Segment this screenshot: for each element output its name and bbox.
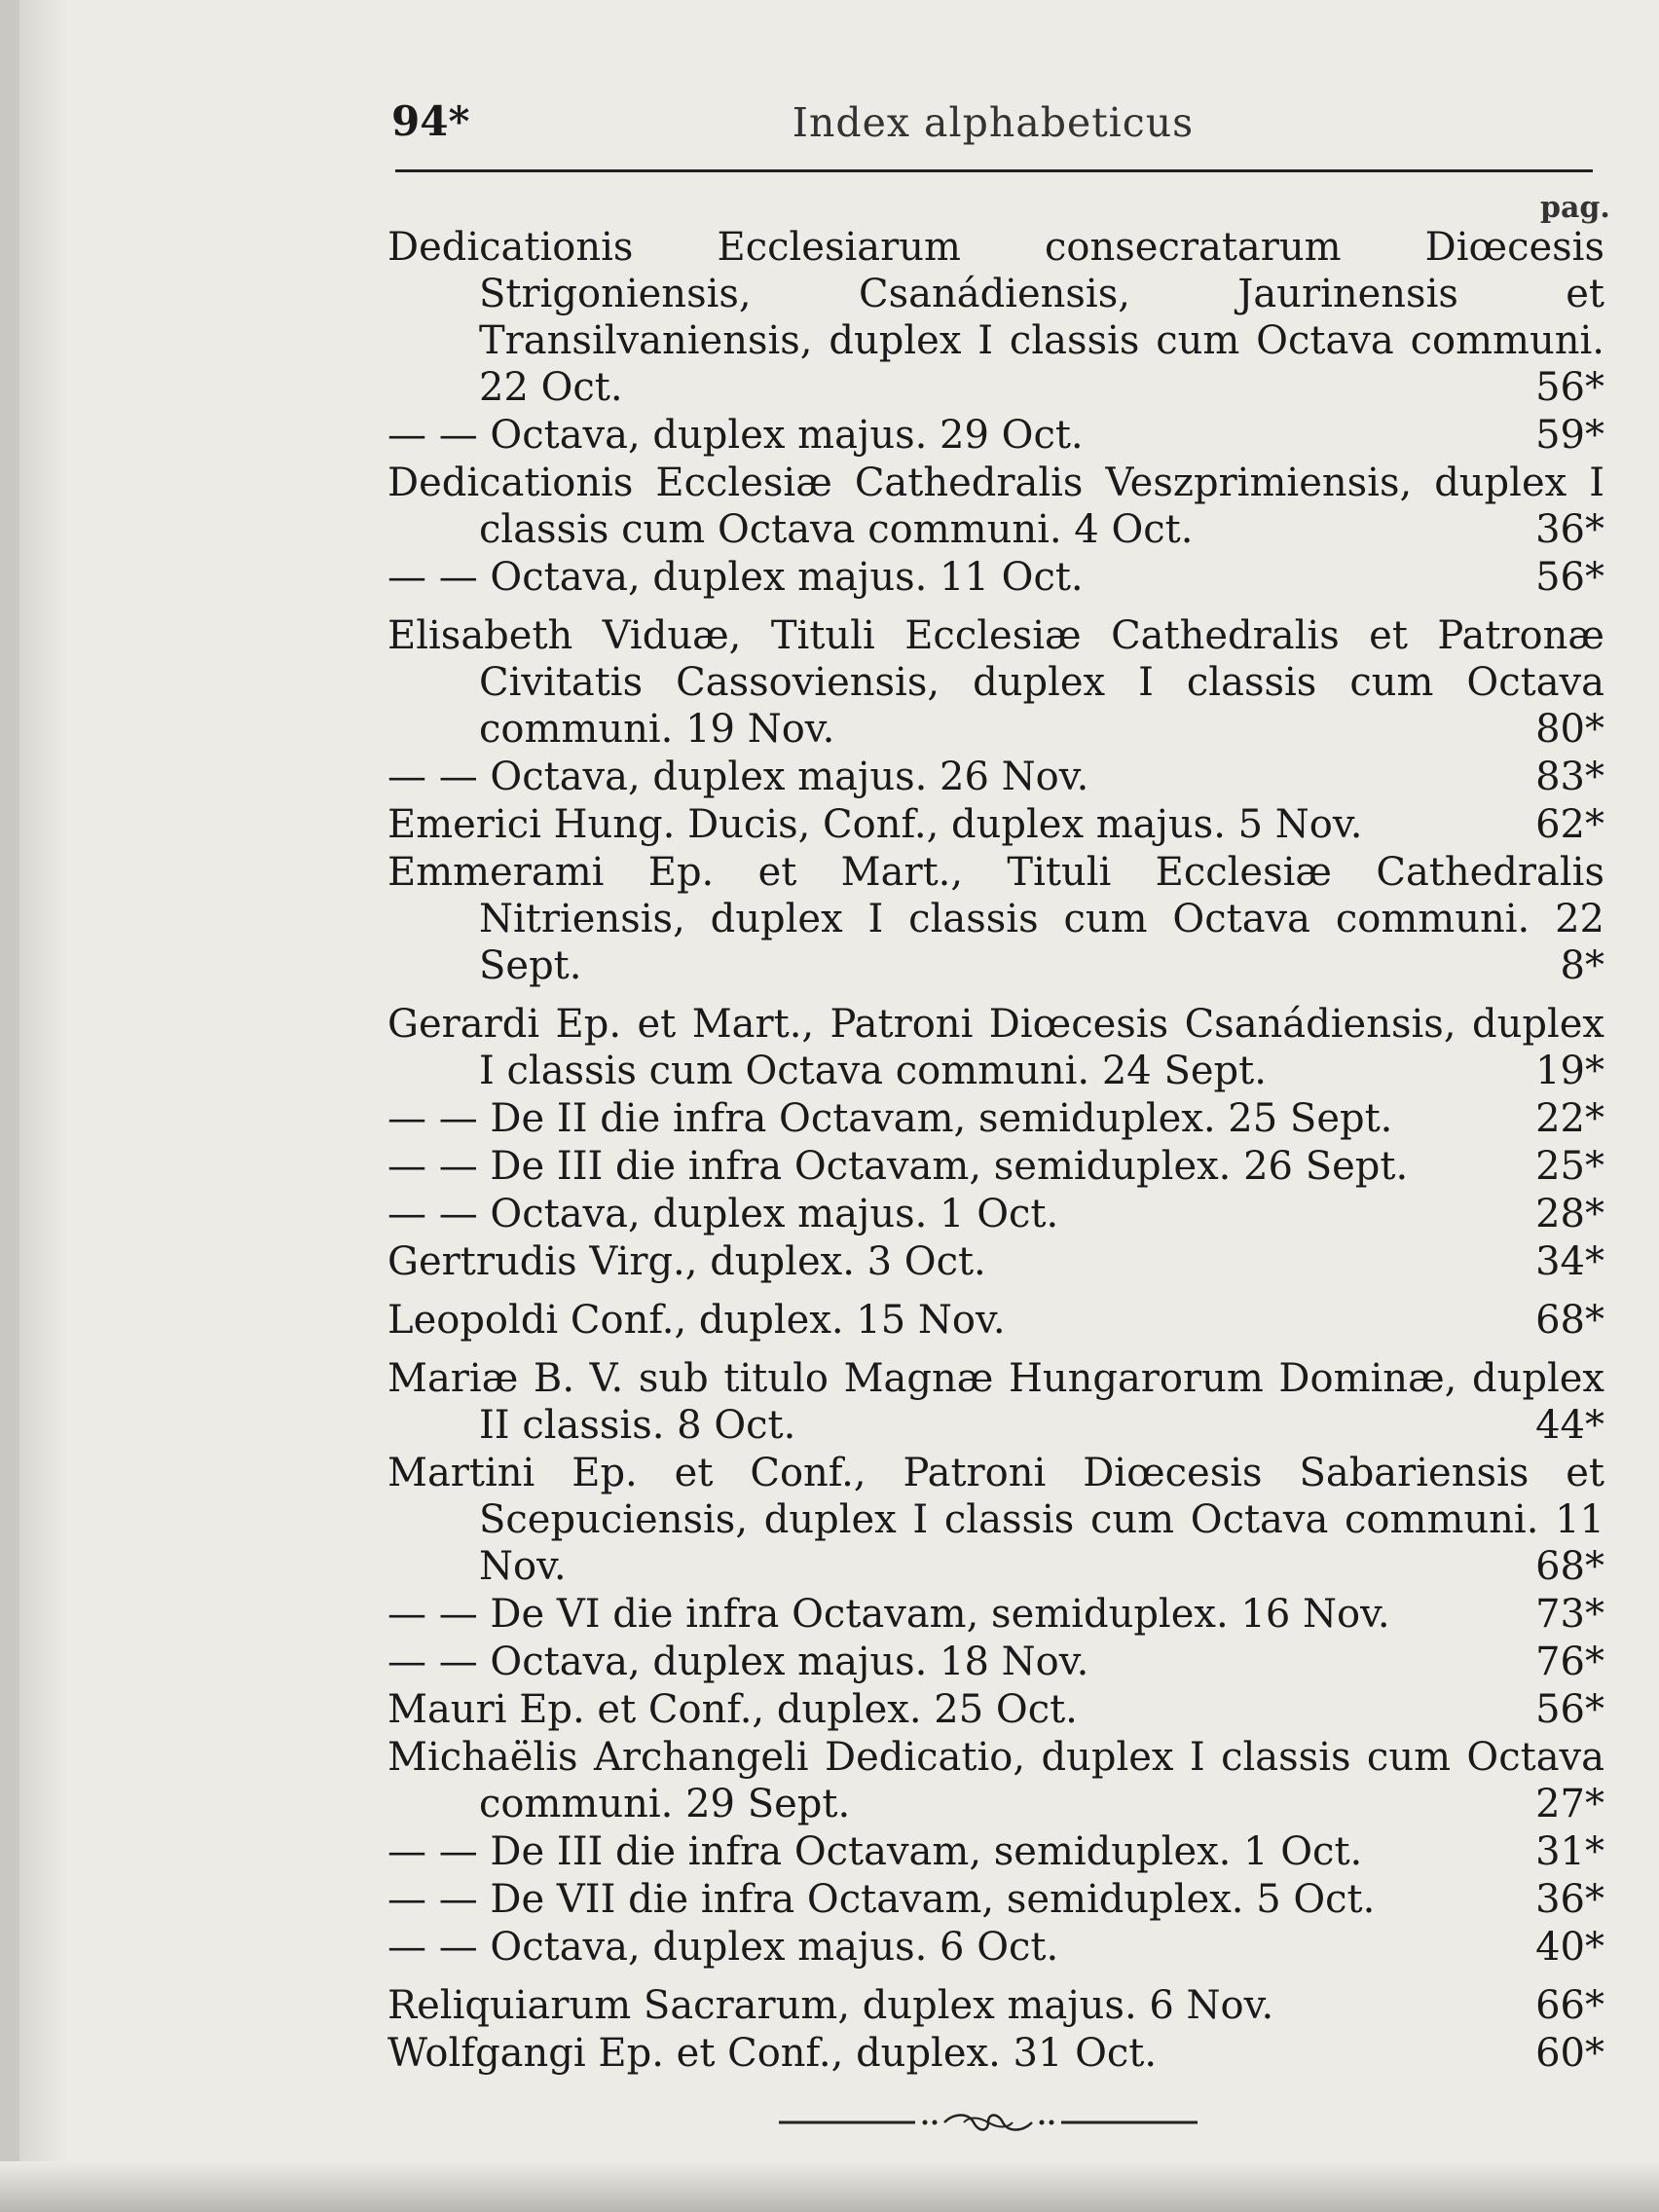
entry-page-ref: 19*: [1535, 1049, 1604, 1093]
index-entries: [387, 224, 1604, 2077]
entry-text: Reliquiarum Sacrarum, duplex majus. 6 Nov.: [387, 1983, 1274, 2028]
page-number: 94*: [391, 97, 470, 145]
index-entry: [387, 1686, 1604, 1733]
index-entry: [387, 554, 1604, 601]
entry-text: — — Octava, duplex majus. 6 Oct.: [387, 1925, 1059, 1970]
index-entry: [387, 1095, 1604, 1142]
page-binding-shadow: [0, 0, 19, 2212]
entry-text: Emmerami Ep. et Mart., Tituli Ecclesiæ Cathedralis Nitriensis, duplex I classis cum Octava communi. 22 Sept.: [387, 850, 1604, 988]
entry-page-ref: 36*: [1535, 507, 1604, 552]
entry-page-ref: 60*: [1535, 2031, 1604, 2076]
entry-page-ref: 25*: [1535, 1144, 1604, 1189]
index-entry: [387, 1639, 1604, 1685]
entry-page-ref: 27*: [1535, 1782, 1604, 1826]
index-entry: [387, 1450, 1604, 1590]
entry-page-ref: 34*: [1535, 1239, 1604, 1284]
entry-page-ref: 8*: [1560, 943, 1604, 988]
pag-column-label: pag.: [1540, 191, 1610, 225]
index-entry: [387, 754, 1604, 800]
entry-page-ref: 56*: [1535, 365, 1604, 410]
entry-text: Leopoldi Conf., duplex. 15 Nov.: [387, 1298, 1006, 1343]
index-entry: [387, 1876, 1604, 1923]
entry-text: Gertrudis Virg., duplex. 3 Oct.: [387, 1239, 986, 1284]
entry-text: Dedicationis Ecclesiæ Cathedralis Veszprimiensis, duplex I classis cum Octava communi. 4 Oct.: [387, 461, 1604, 552]
entry-text: Michaëlis Archangeli Dedicatio, duplex I classis cum Octava communi. 29 Sept.: [387, 1735, 1604, 1826]
entry-page-ref: 44*: [1535, 1403, 1604, 1448]
entry-text: Mauri Ep. et Conf., duplex. 25 Oct.: [387, 1687, 1078, 1732]
entry-text: — — De III die infra Octavam, semiduplex. 26 Sept.: [387, 1144, 1409, 1189]
header-rule: [395, 169, 1593, 172]
page-bottom-shadow: [0, 2161, 1659, 2212]
entry-page-ref: 40*: [1535, 1925, 1604, 1970]
index-entry: [387, 1734, 1604, 1827]
entry-text: Emerici Hung. Ducis, Conf., duplex majus. 5 Nov.: [387, 802, 1363, 847]
entry-page-ref: 68*: [1535, 1298, 1604, 1343]
index-entry: [387, 1297, 1604, 1344]
entry-page-ref: 22*: [1535, 1096, 1604, 1141]
entry-text: — — Octava, duplex majus. 1 Oct.: [387, 1192, 1059, 1236]
entry-text: — — De VII die infra Octavam, semiduplex. 5 Oct.: [387, 1877, 1376, 1922]
entry-page-ref: 56*: [1535, 555, 1604, 600]
running-title: Index alphabeticus: [792, 99, 1195, 146]
entry-page-ref: 76*: [1535, 1640, 1604, 1684]
entry-text: Gerardi Ep. et Mart., Patroni Diœcesis Csanádiensis, duplex I classis cum Octava communi. 24 Sept.: [387, 1002, 1604, 1093]
index-entry: [387, 801, 1604, 848]
entry-text: — — De VI die infra Octavam, semiduplex. 16 Nov.: [387, 1592, 1390, 1637]
entry-page-ref: 28*: [1535, 1192, 1604, 1236]
entry-page-ref: 56*: [1535, 1687, 1604, 1732]
entry-page-ref: 59*: [1535, 413, 1604, 458]
entry-text: — — Octava, duplex majus. 26 Nov.: [387, 755, 1089, 799]
index-entry: [387, 1591, 1604, 1638]
index-entry: [387, 460, 1604, 553]
entry-page-ref: 68*: [1535, 1544, 1604, 1589]
index-entry: [387, 1982, 1604, 2029]
index-entry: [387, 1191, 1604, 1237]
index-entry: [387, 224, 1604, 411]
entry-page-ref: 62*: [1535, 802, 1604, 847]
entry-page-ref: 83*: [1535, 755, 1604, 799]
entry-page-ref: 80*: [1535, 707, 1604, 752]
entry-text: — — Octava, duplex majus. 18 Nov.: [387, 1640, 1089, 1684]
entry-page-ref: 66*: [1535, 1983, 1604, 2028]
end-ornament-icon: [779, 2111, 1198, 2134]
entry-text: — — Octava, duplex majus. 11 Oct.: [387, 555, 1084, 600]
index-entry: [387, 1143, 1604, 1190]
entry-page-ref: 31*: [1535, 1829, 1604, 1874]
index-entry: [387, 1355, 1604, 1449]
index-entry: [387, 1924, 1604, 1971]
running-header: [391, 97, 1595, 156]
page-binding-gradient: [19, 0, 68, 2212]
index-entry: [387, 1828, 1604, 1875]
entry-text: — — Octava, duplex majus. 29 Oct.: [387, 413, 1084, 458]
entry-page-ref: 73*: [1535, 1592, 1604, 1637]
entry-text: Mariæ B. V. sub titulo Magnæ Hungarorum Dominæ, duplex II classis. 8 Oct.: [387, 1356, 1604, 1448]
entry-text: Wolfgangi Ep. et Conf., duplex. 31 Oct.: [387, 2031, 1158, 2076]
index-entry: [387, 1238, 1604, 1285]
index-entry: [387, 612, 1604, 753]
entry-page-ref: 36*: [1535, 1877, 1604, 1922]
index-entry: [387, 1001, 1604, 1094]
index-entry: [387, 2030, 1604, 2077]
entry-text: — — De II die infra Octavam, semiduplex. 25 Sept.: [387, 1096, 1393, 1141]
entry-text: Elisabeth Viduæ, Tituli Ecclesiæ Cathedralis et Patronæ Civitatis Cassoviensis, duplex I classis cum Octava communi. 19 Nov.: [387, 613, 1604, 752]
entry-text: Martini Ep. et Conf., Patroni Diœcesis Sabariensis et Scepuciensis, duplex I classis cum Octava communi. 11 Nov.: [387, 1451, 1604, 1589]
entry-text: Dedicationis Ecclesiarum consecratarum Diœcesis Strigoniensis, Csanádiensis, Jaurinensis et Transilvaniensis, duplex I classis cum Octava communi. 22 Oct.: [387, 225, 1604, 410]
index-entry: [387, 849, 1604, 989]
entry-text: — — De III die infra Octavam, semiduplex. 1 Oct.: [387, 1829, 1363, 1874]
index-entry: [387, 412, 1604, 459]
